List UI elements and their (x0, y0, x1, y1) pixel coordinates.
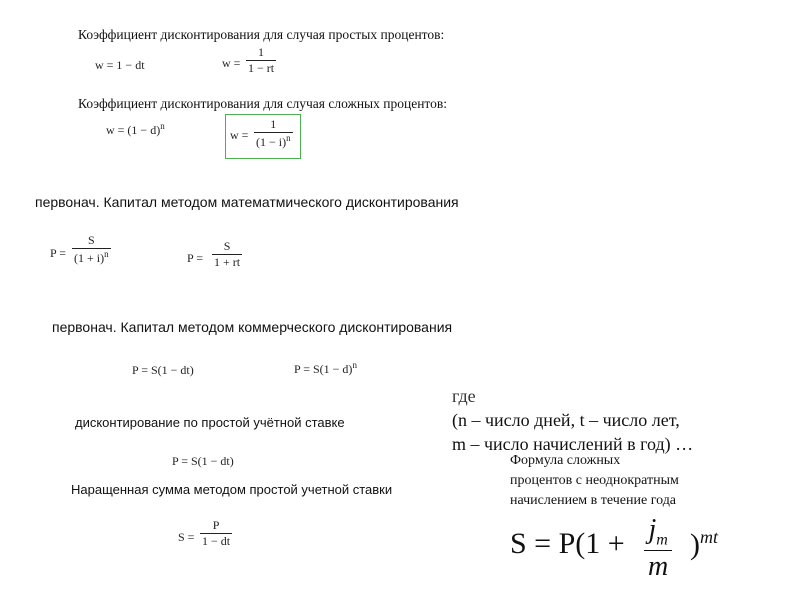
big-formula-fraction (644, 514, 672, 583)
fraction-numerator: P (212, 518, 220, 532)
fraction-denominator: 1 − dt (202, 534, 231, 548)
fraction-denominator: $(1 - i)^n$ (256, 133, 291, 149)
where-line-1: (n – число дней, t – число лет, (452, 410, 680, 430)
math-discount-title: первонач. Капитал методом математмического дисконтирования (35, 194, 459, 210)
formula-p-comm-2 (294, 360, 357, 377)
big-fraction-denominator: m (644, 550, 672, 583)
formula-s-accrued-lhs: S = (178, 530, 195, 544)
formula-base: w = (1 − d) (106, 123, 161, 137)
fraction-denominator: 1 + rt (214, 255, 241, 269)
big-formula-close: )$^{mt}$ (690, 527, 718, 561)
formula-w-simple-2-fraction (246, 45, 276, 76)
accrued-sum-title: Наращенная сумма методом простой учетной ставки (71, 482, 393, 497)
formula-p-simple-rate: P = S(1 − dt) (172, 454, 234, 468)
formula-p-comm-1: P = S(1 − dt) (132, 363, 194, 377)
formula-caption-line-1: Формула сложных (510, 453, 621, 468)
simple-rate-title: дисконтирование по простой учётной ставке (75, 415, 345, 430)
formula-p-math-1-fraction (72, 233, 111, 266)
compound-interest-title: Коэффициент дисконтирования для случая сложных процентов: (78, 96, 448, 111)
formula-w-compound-2-lhs: w = (230, 128, 249, 142)
where-line-2: m – число начислений в год) … (452, 434, 694, 454)
formula-p-math-2-lhs: P = (187, 251, 203, 265)
fraction-numerator: S (223, 239, 231, 253)
formula-caption-line-3: начислением в течение года (510, 493, 677, 508)
fraction-denominator: 1 − rt (248, 61, 275, 75)
formula-w-simple-2-lhs: w = (222, 56, 241, 70)
fraction-numerator: 1 (258, 45, 265, 59)
formula-w-compound-1 (106, 121, 165, 138)
formula-exponent: n (160, 121, 165, 131)
where-label: где (452, 386, 476, 406)
big-fraction-numerator: $j_m$ (648, 514, 668, 549)
formula-p-math-2-fraction (212, 239, 242, 270)
commercial-discount-title: первонач. Капитал методом коммерческого дисконтирования (52, 319, 453, 335)
formula-base: P = S(1 − d) (294, 362, 353, 376)
formula-s-accrued-fraction (200, 518, 232, 549)
fraction-numerator: S (87, 233, 95, 247)
fraction-numerator: 1 (270, 117, 277, 131)
fraction-denominator: $(1 + i)^n$ (74, 249, 109, 265)
formula-p-math-1-lhs: P = (50, 246, 66, 260)
big-formula-lhs: S = P(1 + (510, 527, 625, 560)
formula-w-simple-1: w = 1 − dt (95, 58, 145, 72)
formula-exponent: n (352, 360, 357, 370)
simple-interest-title: Коэффициент дисконтирования для случая простых процентов: (78, 27, 445, 42)
formula-w-compound-2-fraction (254, 117, 293, 150)
formula-caption-line-2: процентов с неоднократным (510, 473, 679, 488)
